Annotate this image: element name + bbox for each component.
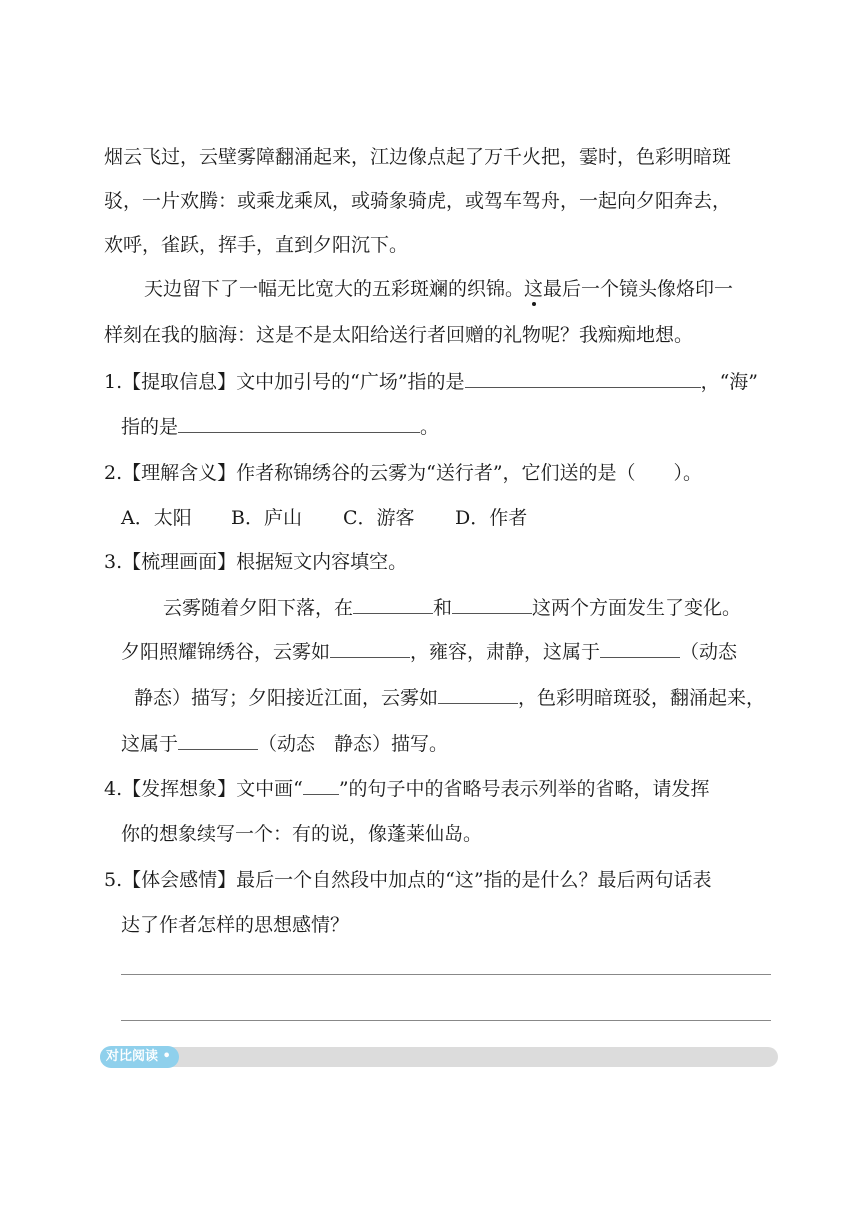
- passage-text: 天边留下了一幅无比宽大的五彩斑斓的织锦。: [144, 278, 525, 300]
- q3-text: 和: [433, 597, 453, 619]
- passage-line: 样刻在我的脑海：这是不是太阳给送行者回赠的礼物呢？我痴痴地想。: [104, 324, 694, 346]
- section-divider-bar: [100, 1047, 778, 1067]
- q3-text: （动态 静态）描写。: [258, 733, 449, 755]
- passage-text: 最后一个镜头像烙印一: [543, 278, 734, 300]
- question-1: [104, 369, 758, 395]
- q2-option-b[interactable]: B．庐山: [231, 507, 302, 529]
- q3-line-1: [163, 595, 741, 621]
- q1-blank-sea[interactable]: [178, 414, 420, 433]
- question-5: 5.【体会感情】最后一个自然段中加点的“这”指的是什么？最后两句话表: [104, 869, 712, 891]
- q3-blank-1[interactable]: [353, 595, 433, 614]
- q3-line-4: [121, 731, 448, 757]
- q3-text: 夕阳照耀锦绣谷，云雾如: [121, 641, 331, 663]
- answer-line-1[interactable]: [121, 974, 771, 975]
- passage-line: [144, 276, 733, 302]
- q3-text: 云雾随着夕阳下落，在: [163, 597, 354, 619]
- q4-underline-sample: [303, 776, 339, 795]
- q1-text-3: 指的是: [121, 416, 179, 438]
- question-2: 2.【理解含义】作者称锦绣谷的云雾为“送行者”，它们送的是（ ）。: [104, 462, 703, 484]
- question-4-cont: 你的想象续写一个：有的说，像蓬莱仙岛。: [121, 823, 483, 845]
- q3-text: （动态: [680, 641, 738, 663]
- q1-blank-square[interactable]: [465, 369, 701, 388]
- q3-text: 静态）描写；夕阳接近江面，云雾如: [134, 687, 439, 709]
- q3-blank-4[interactable]: [600, 639, 680, 658]
- q3-text: 这两个方面发生了变化。: [532, 597, 742, 619]
- q3-blank-5[interactable]: [438, 685, 518, 704]
- q3-blank-3[interactable]: [330, 639, 410, 658]
- passage-line: 烟云飞过，云壁雾障翻涌起来，江边像点起了万千火把，霎时，色彩明暗斑: [104, 146, 732, 168]
- passage-line: 欢呼，雀跃，挥手，直到夕阳沉下。: [104, 234, 409, 256]
- question-4: [104, 776, 710, 802]
- q1-text-2: ，“海”: [700, 371, 758, 393]
- question-3-title: 3.【梳理画面】根据短文内容填空。: [104, 551, 408, 573]
- answer-line-2[interactable]: [121, 1020, 771, 1021]
- q1-text: 1.【提取信息】文中加引号的“广场”指的是: [104, 371, 465, 393]
- q2-option-c[interactable]: C．游客: [343, 507, 415, 529]
- question-1-cont: [121, 414, 439, 440]
- section-tag: 对比阅读 •: [100, 1046, 179, 1068]
- question-5-cont: 达了作者怎样的思想感情？: [121, 914, 350, 936]
- q4-text: 4.【发挥想象】文中画“: [104, 778, 303, 800]
- q3-line-2: [121, 639, 737, 665]
- q2-option-d[interactable]: D．作者: [455, 507, 528, 529]
- q3-text: 这属于: [121, 733, 179, 755]
- q2-option-a[interactable]: A．太阳: [121, 507, 192, 529]
- passage-line: 驳，一片欢腾：或乘龙乘凤，或骑象骑虎，或驾车驾舟，一起向夕阳奔去，: [104, 190, 732, 212]
- q3-text: ，雍容，肃静，这属于: [410, 641, 601, 663]
- q3-text: ，色彩明暗斑驳，翻涌起来，: [518, 687, 766, 709]
- q3-blank-6[interactable]: [178, 731, 258, 750]
- q2-options: [121, 505, 527, 531]
- q1-text-4: 。: [420, 416, 440, 438]
- q4-text: ”的句子中的省略号表示列举的省略，请发挥: [338, 778, 710, 800]
- q3-blank-2[interactable]: [452, 595, 532, 614]
- q3-line-3: [134, 685, 765, 711]
- emphasis-dot-word: 这: [524, 278, 544, 300]
